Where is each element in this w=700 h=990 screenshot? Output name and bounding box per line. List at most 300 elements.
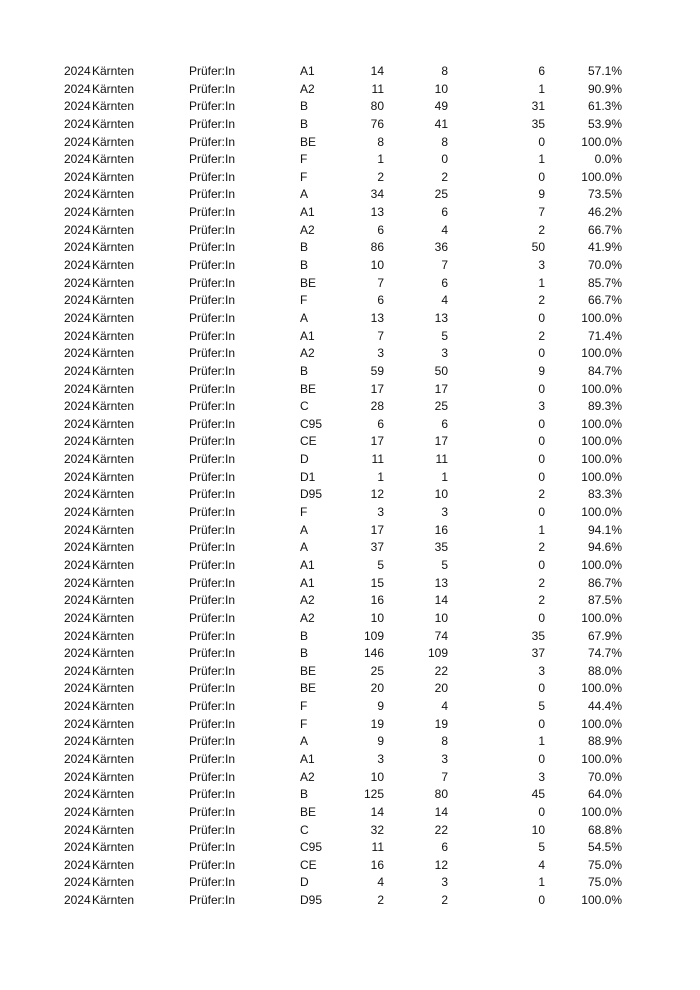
license-class-cell: A1	[300, 328, 315, 343]
examiner-role-cell: Prüfer:In	[189, 469, 236, 484]
examiner-role-cell: Prüfer:In	[189, 540, 236, 555]
year-cell: 2024	[64, 540, 91, 555]
pass-rate-cell: 100.0%	[581, 505, 622, 520]
license-class-cell: F	[300, 716, 308, 731]
examiner-role-cell: Prüfer:In	[189, 116, 236, 131]
failed-count-cell: 2	[538, 593, 545, 608]
table-row	[0, 186, 700, 204]
examiner-role-cell: Prüfer:In	[189, 240, 236, 255]
pass-rate-cell: 70.0%	[587, 258, 622, 273]
examiner-role-cell: Prüfer:In	[189, 822, 236, 837]
year-cell: 2024	[64, 575, 91, 590]
license-class-cell: D95	[300, 893, 323, 908]
failed-count-cell: 3	[538, 769, 545, 784]
year-cell: 2024	[64, 557, 91, 572]
year-cell: 2024	[64, 522, 91, 537]
data-table	[0, 63, 700, 910]
passed-count-cell: 0	[441, 152, 448, 167]
passed-count-cell: 3	[441, 346, 448, 361]
year-cell: 2024	[64, 593, 91, 608]
license-class-cell: BE	[300, 804, 317, 819]
region-cell: Kärnten	[92, 857, 135, 872]
examiner-role-cell: Prüfer:In	[189, 663, 236, 678]
region-cell: Kärnten	[92, 734, 135, 749]
total-count-cell: 9	[377, 699, 384, 714]
table-row	[0, 716, 700, 734]
total-count-cell: 12	[370, 487, 384, 502]
failed-count-cell: 2	[538, 328, 545, 343]
failed-count-cell: 6	[538, 64, 545, 78]
license-class-cell: F	[300, 505, 308, 520]
pass-rate-cell: 84.7%	[587, 363, 622, 378]
region-cell: Kärnten	[92, 381, 135, 396]
passed-count-cell: 74	[434, 628, 448, 643]
table-row	[0, 239, 700, 257]
region-cell: Kärnten	[92, 575, 135, 590]
passed-count-cell: 8	[441, 134, 448, 149]
failed-count-cell: 9	[538, 187, 545, 202]
table-row	[0, 874, 700, 892]
failed-count-cell: 0	[538, 310, 545, 325]
total-count-cell: 14	[370, 804, 384, 819]
year-cell: 2024	[64, 787, 91, 802]
pass-rate-cell: 100.0%	[581, 610, 622, 625]
passed-count-cell: 1	[441, 469, 448, 484]
failed-count-cell: 0	[538, 716, 545, 731]
passed-count-cell: 50	[434, 363, 448, 378]
license-class-cell: A	[300, 310, 309, 325]
pass-rate-cell: 41.9%	[587, 240, 622, 255]
license-class-cell: D	[300, 875, 309, 890]
license-class-cell: A2	[300, 769, 315, 784]
year-cell: 2024	[64, 769, 91, 784]
region-cell: Kärnten	[92, 540, 135, 555]
table-row	[0, 645, 700, 663]
license-class-cell: BE	[300, 681, 317, 696]
examiner-role-cell: Prüfer:In	[189, 699, 236, 714]
region-cell: Kärnten	[92, 64, 135, 78]
year-cell: 2024	[64, 381, 91, 396]
pass-rate-cell: 74.7%	[587, 646, 622, 661]
region-cell: Kärnten	[92, 751, 135, 766]
region-cell: Kärnten	[92, 152, 135, 167]
passed-count-cell: 4	[441, 699, 448, 714]
year-cell: 2024	[64, 857, 91, 872]
passed-count-cell: 17	[434, 381, 448, 396]
year-cell: 2024	[64, 416, 91, 431]
failed-count-cell: 2	[538, 222, 545, 237]
year-cell: 2024	[64, 293, 91, 308]
year-cell: 2024	[64, 893, 91, 908]
license-class-cell: A1	[300, 64, 315, 78]
table-row	[0, 892, 700, 910]
table-row	[0, 557, 700, 575]
failed-count-cell: 0	[538, 469, 545, 484]
pass-rate-cell: 90.9%	[587, 81, 622, 96]
passed-count-cell: 6	[441, 840, 448, 855]
region-cell: Kärnten	[92, 769, 135, 784]
table-row	[0, 310, 700, 328]
total-count-cell: 3	[377, 505, 384, 520]
examiner-role-cell: Prüfer:In	[189, 310, 236, 325]
failed-count-cell: 1	[538, 522, 545, 537]
examiner-role-cell: Prüfer:In	[189, 681, 236, 696]
failed-count-cell: 2	[538, 293, 545, 308]
table-row	[0, 504, 700, 522]
region-cell: Kärnten	[92, 399, 135, 414]
table-row	[0, 769, 700, 787]
table-row	[0, 116, 700, 134]
pass-rate-cell: 100.0%	[581, 134, 622, 149]
failed-count-cell: 2	[538, 540, 545, 555]
license-class-cell: A1	[300, 557, 315, 572]
license-class-cell: F	[300, 699, 308, 714]
license-class-cell: A	[300, 522, 309, 537]
table-row	[0, 486, 700, 504]
failed-count-cell: 0	[538, 452, 545, 467]
passed-count-cell: 6	[441, 416, 448, 431]
failed-count-cell: 0	[538, 751, 545, 766]
region-cell: Kärnten	[92, 699, 135, 714]
pass-rate-cell: 86.7%	[587, 575, 622, 590]
total-count-cell: 32	[370, 822, 384, 837]
total-count-cell: 17	[370, 381, 384, 396]
year-cell: 2024	[64, 452, 91, 467]
passed-count-cell: 25	[434, 187, 448, 202]
license-class-cell: D95	[300, 487, 323, 502]
region-cell: Kärnten	[92, 469, 135, 484]
total-count-cell: 37	[370, 540, 384, 555]
table-row	[0, 857, 700, 875]
passed-count-cell: 25	[434, 399, 448, 414]
total-count-cell: 1	[377, 152, 384, 167]
table-row	[0, 257, 700, 275]
total-count-cell: 2	[377, 893, 384, 908]
failed-count-cell: 5	[538, 840, 545, 855]
table-row	[0, 680, 700, 698]
region-cell: Kärnten	[92, 346, 135, 361]
region-cell: Kärnten	[92, 522, 135, 537]
passed-count-cell: 10	[434, 487, 448, 502]
table-row	[0, 469, 700, 487]
region-cell: Kärnten	[92, 416, 135, 431]
region-cell: Kärnten	[92, 646, 135, 661]
failed-count-cell: 3	[538, 258, 545, 273]
examiner-role-cell: Prüfer:In	[189, 363, 236, 378]
year-cell: 2024	[64, 275, 91, 290]
table-row	[0, 610, 700, 628]
region-cell: Kärnten	[92, 822, 135, 837]
pass-rate-cell: 100.0%	[581, 751, 622, 766]
region-cell: Kärnten	[92, 452, 135, 467]
failed-count-cell: 0	[538, 681, 545, 696]
total-count-cell: 13	[370, 310, 384, 325]
total-count-cell: 16	[370, 593, 384, 608]
pass-rate-cell: 46.2%	[587, 205, 622, 220]
license-class-cell: A	[300, 540, 309, 555]
total-count-cell: 6	[377, 293, 384, 308]
examiner-role-cell: Prüfer:In	[189, 222, 236, 237]
examiner-role-cell: Prüfer:In	[189, 593, 236, 608]
table-row	[0, 363, 700, 381]
region-cell: Kärnten	[92, 434, 135, 449]
year-cell: 2024	[64, 187, 91, 202]
examiner-role-cell: Prüfer:In	[189, 522, 236, 537]
pass-rate-cell: 61.3%	[587, 99, 622, 114]
failed-count-cell: 1	[538, 152, 545, 167]
failed-count-cell: 4	[538, 857, 545, 872]
table-row	[0, 822, 700, 840]
total-count-cell: 7	[377, 275, 384, 290]
failed-count-cell: 0	[538, 610, 545, 625]
table-row	[0, 134, 700, 152]
pass-rate-cell: 100.0%	[581, 557, 622, 572]
pass-rate-cell: 87.5%	[587, 593, 622, 608]
pass-rate-cell: 88.9%	[587, 734, 622, 749]
passed-count-cell: 8	[441, 64, 448, 78]
total-count-cell: 34	[370, 187, 384, 202]
total-count-cell: 4	[377, 875, 384, 890]
total-count-cell: 10	[370, 769, 384, 784]
failed-count-cell: 0	[538, 381, 545, 396]
license-class-cell: B	[300, 116, 309, 131]
total-count-cell: 80	[370, 99, 384, 114]
license-class-cell: C95	[300, 416, 323, 431]
pass-rate-cell: 0.0%	[594, 152, 622, 167]
examiner-role-cell: Prüfer:In	[189, 575, 236, 590]
year-cell: 2024	[64, 681, 91, 696]
passed-count-cell: 20	[434, 681, 448, 696]
passed-count-cell: 17	[434, 434, 448, 449]
table-row	[0, 628, 700, 646]
examiner-role-cell: Prüfer:In	[189, 399, 236, 414]
region-cell: Kärnten	[92, 663, 135, 678]
table-row	[0, 63, 700, 81]
passed-count-cell: 2	[441, 169, 448, 184]
region-cell: Kärnten	[92, 222, 135, 237]
pass-rate-cell: 83.3%	[587, 487, 622, 502]
passed-count-cell: 22	[434, 663, 448, 678]
failed-count-cell: 10	[531, 822, 545, 837]
license-class-cell: A2	[300, 222, 315, 237]
table-row	[0, 381, 700, 399]
examiner-role-cell: Prüfer:In	[189, 328, 236, 343]
failed-count-cell: 37	[531, 646, 545, 661]
total-count-cell: 10	[370, 258, 384, 273]
year-cell: 2024	[64, 487, 91, 502]
pass-rate-cell: 88.0%	[587, 663, 622, 678]
failed-count-cell: 2	[538, 575, 545, 590]
examiner-role-cell: Prüfer:In	[189, 505, 236, 520]
region-cell: Kärnten	[92, 310, 135, 325]
failed-count-cell: 9	[538, 363, 545, 378]
table-row	[0, 522, 700, 540]
year-cell: 2024	[64, 116, 91, 131]
failed-count-cell: 1	[538, 275, 545, 290]
region-cell: Kärnten	[92, 610, 135, 625]
license-class-cell: B	[300, 240, 309, 255]
passed-count-cell: 16	[434, 522, 448, 537]
table-row	[0, 839, 700, 857]
passed-count-cell: 6	[441, 205, 448, 220]
total-count-cell: 7	[377, 328, 384, 343]
failed-count-cell: 1	[538, 875, 545, 890]
passed-count-cell: 3	[441, 505, 448, 520]
examiner-role-cell: Prüfer:In	[189, 769, 236, 784]
passed-count-cell: 3	[441, 875, 448, 890]
year-cell: 2024	[64, 840, 91, 855]
table-row	[0, 804, 700, 822]
pass-rate-cell: 100.0%	[581, 169, 622, 184]
license-class-cell: A1	[300, 205, 315, 220]
examiner-role-cell: Prüfer:In	[189, 610, 236, 625]
total-count-cell: 17	[370, 434, 384, 449]
license-class-cell: BE	[300, 381, 317, 396]
passed-count-cell: 35	[434, 540, 448, 555]
region-cell: Kärnten	[92, 893, 135, 908]
year-cell: 2024	[64, 699, 91, 714]
pass-rate-cell: 57.1%	[587, 64, 622, 78]
license-class-cell: A2	[300, 593, 315, 608]
passed-count-cell: 22	[434, 822, 448, 837]
pass-rate-cell: 66.7%	[587, 293, 622, 308]
examiner-role-cell: Prüfer:In	[189, 628, 236, 643]
region-cell: Kärnten	[92, 240, 135, 255]
pass-rate-cell: 100.0%	[581, 434, 622, 449]
examiner-role-cell: Prüfer:In	[189, 381, 236, 396]
total-count-cell: 3	[377, 346, 384, 361]
region-cell: Kärnten	[92, 557, 135, 572]
year-cell: 2024	[64, 663, 91, 678]
year-cell: 2024	[64, 81, 91, 96]
year-cell: 2024	[64, 205, 91, 220]
total-count-cell: 11	[371, 452, 384, 467]
license-class-cell: A2	[300, 346, 315, 361]
pass-rate-cell: 100.0%	[581, 310, 622, 325]
total-count-cell: 13	[370, 205, 384, 220]
region-cell: Kärnten	[92, 875, 135, 890]
failed-count-cell: 3	[538, 663, 545, 678]
table-row	[0, 222, 700, 240]
passed-count-cell: 19	[434, 716, 448, 731]
pass-rate-cell: 67.9%	[587, 628, 622, 643]
failed-count-cell: 50	[531, 240, 545, 255]
year-cell: 2024	[64, 152, 91, 167]
region-cell: Kärnten	[92, 99, 135, 114]
failed-count-cell: 5	[538, 699, 545, 714]
license-class-cell: B	[300, 787, 309, 802]
year-cell: 2024	[64, 469, 91, 484]
pass-rate-cell: 66.7%	[587, 222, 622, 237]
region-cell: Kärnten	[92, 628, 135, 643]
total-count-cell: 8	[377, 134, 384, 149]
examiner-role-cell: Prüfer:In	[189, 875, 236, 890]
pass-rate-cell: 100.0%	[581, 804, 622, 819]
total-count-cell: 11	[371, 840, 384, 855]
license-class-cell: C	[300, 399, 309, 414]
examiner-role-cell: Prüfer:In	[189, 452, 236, 467]
total-count-cell: 59	[370, 363, 384, 378]
license-class-cell: B	[300, 646, 309, 661]
total-count-cell: 3	[377, 751, 384, 766]
license-class-cell: CE	[300, 434, 317, 449]
failed-count-cell: 0	[538, 557, 545, 572]
total-count-cell: 146	[363, 646, 384, 661]
license-class-cell: A2	[300, 610, 315, 625]
table-row	[0, 328, 700, 346]
license-class-cell: D	[300, 452, 309, 467]
passed-count-cell: 5	[441, 557, 448, 572]
region-cell: Kärnten	[92, 187, 135, 202]
pass-rate-cell: 73.5%	[587, 187, 622, 202]
examiner-role-cell: Prüfer:In	[189, 169, 236, 184]
pass-rate-cell: 100.0%	[581, 346, 622, 361]
total-count-cell: 10	[370, 610, 384, 625]
examiner-role-cell: Prüfer:In	[189, 857, 236, 872]
license-class-cell: BE	[300, 134, 317, 149]
table-row	[0, 663, 700, 681]
table-row	[0, 433, 700, 451]
year-cell: 2024	[64, 363, 91, 378]
pass-rate-cell: 100.0%	[581, 381, 622, 396]
pass-rate-cell: 75.0%	[587, 875, 622, 890]
failed-count-cell: 45	[531, 787, 545, 802]
passed-count-cell: 7	[441, 258, 448, 273]
year-cell: 2024	[64, 646, 91, 661]
passed-count-cell: 11	[435, 452, 448, 467]
passed-count-cell: 13	[434, 575, 448, 590]
total-count-cell: 6	[377, 416, 384, 431]
failed-count-cell: 0	[538, 134, 545, 149]
region-cell: Kärnten	[92, 804, 135, 819]
examiner-role-cell: Prüfer:In	[189, 258, 236, 273]
total-count-cell: 9	[377, 734, 384, 749]
failed-count-cell: 31	[531, 99, 545, 114]
region-cell: Kärnten	[92, 716, 135, 731]
table-row	[0, 169, 700, 187]
passed-count-cell: 80	[434, 787, 448, 802]
pass-rate-cell: 100.0%	[581, 452, 622, 467]
year-cell: 2024	[64, 64, 91, 78]
passed-count-cell: 36	[434, 240, 448, 255]
license-class-cell: BE	[300, 275, 317, 290]
table-row	[0, 345, 700, 363]
region-cell: Kärnten	[92, 293, 135, 308]
table-row	[0, 292, 700, 310]
year-cell: 2024	[64, 328, 91, 343]
pass-rate-cell: 100.0%	[581, 716, 622, 731]
year-cell: 2024	[64, 258, 91, 273]
examiner-role-cell: Prüfer:In	[189, 187, 236, 202]
pass-rate-cell: 75.0%	[587, 857, 622, 872]
year-cell: 2024	[64, 99, 91, 114]
license-class-cell: A1	[300, 575, 315, 590]
total-count-cell: 76	[370, 116, 384, 131]
region-cell: Kärnten	[92, 363, 135, 378]
total-count-cell: 19	[370, 716, 384, 731]
pass-rate-cell: 70.0%	[587, 769, 622, 784]
passed-count-cell: 6	[441, 275, 448, 290]
examiner-role-cell: Prüfer:In	[189, 734, 236, 749]
pass-rate-cell: 100.0%	[581, 469, 622, 484]
passed-count-cell: 8	[441, 734, 448, 749]
license-class-cell: A	[300, 187, 309, 202]
examiner-role-cell: Prüfer:In	[189, 487, 236, 502]
examiner-role-cell: Prüfer:In	[189, 557, 236, 572]
failed-count-cell: 0	[538, 505, 545, 520]
region-cell: Kärnten	[92, 840, 135, 855]
license-class-cell: CE	[300, 857, 317, 872]
